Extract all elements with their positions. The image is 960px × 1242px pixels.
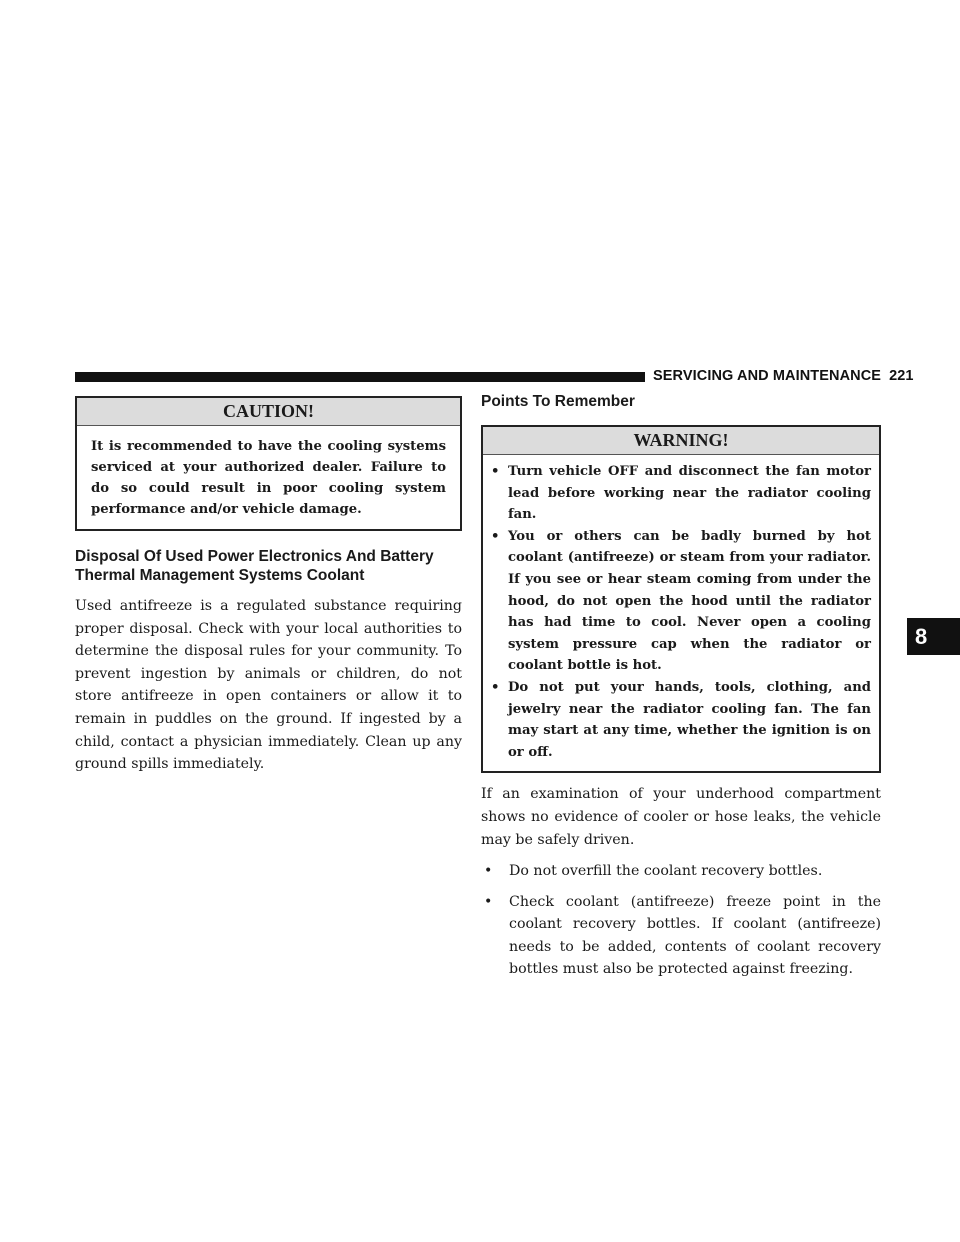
chapter-tab: 8: [907, 618, 960, 655]
warning-item-text: You or others can be badly burned by hot coolant (antifreeze) or steam from your radiator. If you see or hear steam coming from under the hood, do not open the hood until the radiator has had time to cool. Never open a cooling system pressure cap when the radiator or coolant bottle is hot.: [508, 528, 871, 674]
coolant-list: [481, 860, 881, 981]
disposal-text: Used antifreeze is a regulated substance requiring proper disposal. Check with your local authorities to determine the disposal rules for your community. To prevent ingestion by animals or children, do not store antifreeze in open containers or allow it to remain in puddles on the ground. If ingested by a child, contact a physician immediately. Clean up any ground spills immediately.: [75, 598, 462, 773]
section-title: SERVICING AND MAINTENANCE: [653, 368, 882, 384]
bullet: •: [491, 528, 500, 544]
bullet: •: [491, 679, 500, 695]
caution-title: CAUTION!: [77, 398, 460, 426]
header-rule: [75, 372, 645, 382]
caution-box: [75, 396, 462, 531]
running-header: [653, 368, 914, 384]
bullet: •: [484, 893, 493, 910]
list-item: [481, 860, 881, 883]
left-column: [75, 396, 462, 776]
bullet: •: [484, 863, 493, 880]
list-item-text: Do not overfill the coolant recovery bottles.: [509, 863, 823, 880]
bullet: •: [491, 464, 500, 479]
warning-item: [491, 461, 871, 526]
list-item-text: Check coolant (antifreeze) freeze point in the coolant recovery bottles. If coolant (antifreeze) needs to be added, contents of coolant recovery bottles must also be protected against freezing.: [509, 893, 881, 978]
page-number: 221: [889, 368, 914, 384]
warning-title: WARNING!: [483, 427, 879, 455]
disposal-heading-line2: Thermal Management Systems Coolant: [75, 567, 365, 584]
right-column: [481, 393, 881, 989]
disposal-heading-line1: Disposal Of Used Power Electronics And Battery: [75, 548, 434, 565]
examination-text: If an examination of your underhood compartment shows no evidence of cooler or hose leaks, the vehicle may be safely driven.: [481, 786, 881, 848]
disposal-heading: [75, 547, 462, 585]
warning-list: [483, 455, 879, 771]
warning-box: [481, 425, 881, 773]
list-item: [481, 891, 881, 981]
points-heading: Points To Remember: [481, 393, 635, 410]
warning-item: [491, 677, 871, 763]
warning-item: [491, 526, 871, 677]
caution-text: It is recommended to have the cooling systems serviced at your authorized dealer. Failure to do so could result in poor cooling system performance and/or vehicle damage.: [91, 439, 446, 517]
warning-item-text: Turn vehicle OFF and disconnect the fan motor lead before working near the radiator cooling fan.: [508, 464, 871, 523]
warning-item-text: Do not put your hands, tools, clothing, and jewelry near the radiator cooling fan. The fan may start at any time, whether the ignition is on or off.: [508, 679, 871, 760]
